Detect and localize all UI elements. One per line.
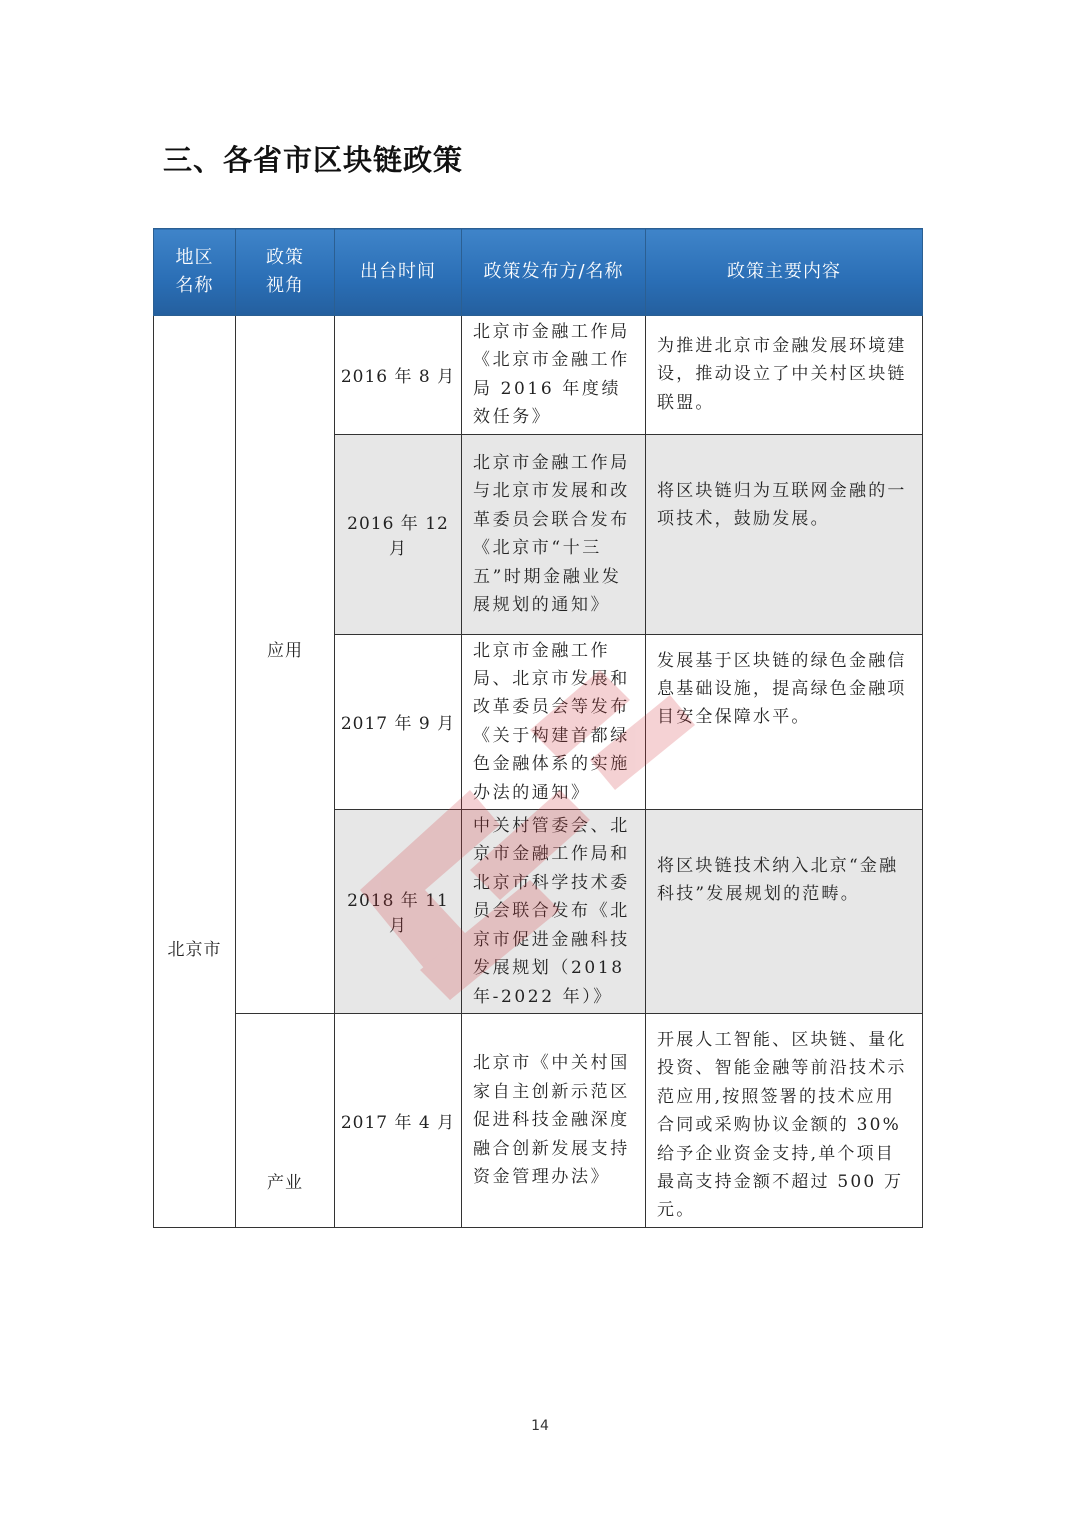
header-content: 政策主要内容 [646, 229, 923, 316]
table-header-row [154, 229, 923, 316]
region-cell: 北京市 [154, 316, 236, 1228]
view-cell-app: 应用 [236, 316, 335, 1014]
date-cell: 2017 年 4 月 [335, 1013, 462, 1227]
header-date: 出台时间 [335, 229, 462, 316]
header-view: 政策视角 [236, 229, 335, 316]
source-cell: 北京市金融工作局、北京市发展和改革委员会等发布《关于构建首都绿色金融体系的实施办法的通知》 [462, 634, 646, 809]
header-source: 政策发布方/名称 [462, 229, 646, 316]
table-row [154, 316, 923, 435]
page-title: 三、各省市区块链政策 [163, 143, 464, 177]
date-cell: 2017 年 9 月 [335, 634, 462, 809]
source-cell: 北京市金融工作局与北京市发展和改革委员会联合发布《北京市“十三五”时期金融业发展规划的通知》 [462, 434, 646, 634]
content-cell: 开展人工智能、区块链、量化投资、智能金融等前沿技术示范应用,按照签署的技术应用合同或采购协议金额的 30%给予企业资金支持,单个项目最高支持金额不超过 500 万元。 [646, 1013, 923, 1227]
page-number: 14 [531, 1418, 549, 1434]
date-cell: 2016 年 8 月 [335, 316, 462, 435]
content-cell: 发展基于区块链的绿色金融信息基础设施，提高绿色金融项目安全保障水平。 [646, 634, 923, 809]
date-cell: 2018 年 11 月 [335, 810, 462, 1014]
table-row [154, 1013, 923, 1227]
content-cell: 为推进北京市金融发展环境建设，推动设立了中关村区块链联盟。 [646, 316, 923, 435]
content-cell: 将区块链归为互联网金融的一项技术，鼓励发展。 [646, 434, 923, 634]
date-cell: 2016 年 12 月 [335, 434, 462, 634]
source-cell: 中关村管委会、北京市金融工作局和北京市科学技术委员会联合发布《北京市促进金融科技发展规划（2018 年-2022 年）》 [462, 810, 646, 1014]
content-cell: 将区块链技术纳入北京“金融科技”发展规划的范畴。 [646, 810, 923, 1014]
source-cell: 北京市《中关村国家自主创新示范区促进科技金融深度融合创新发展支持资金管理办法》 [462, 1013, 646, 1227]
source-cell: 北京市金融工作局《北京市金融工作局 2016 年度绩效任务》 [462, 316, 646, 435]
header-region: 地区名称 [154, 229, 236, 316]
view-cell-industry: 产业 [236, 1013, 335, 1227]
policy-table [153, 228, 923, 1228]
